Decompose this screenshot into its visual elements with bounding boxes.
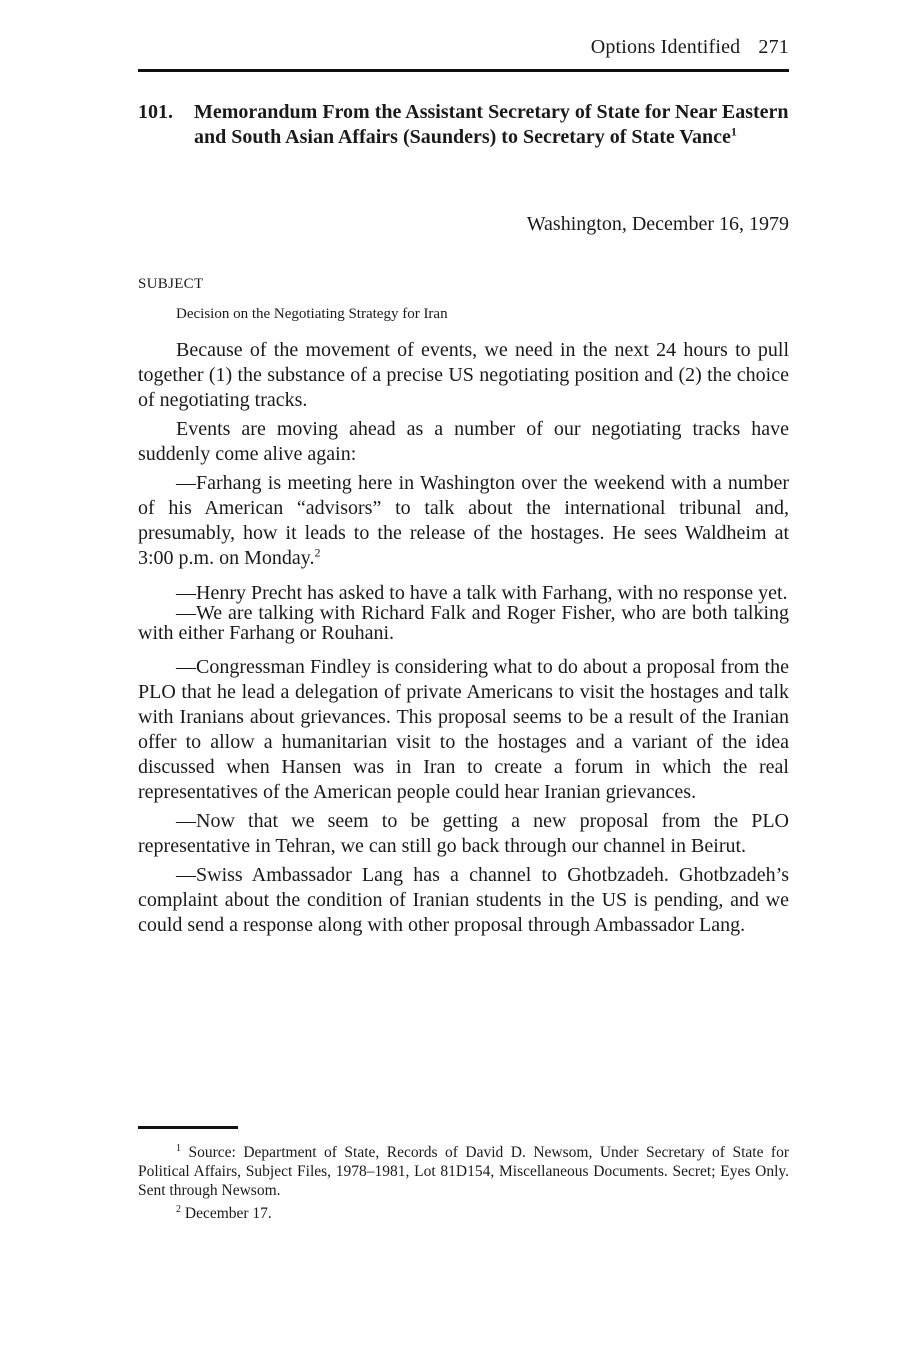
footnotes [138,1143,789,1223]
running-head [138,36,789,59]
body-paragraph: —Swiss Ambassador Lang has a channel to Ghotbzadeh. Ghotbzadeh’s complaint about the condition of Iranian students in the US is pending, and we could send a response along with other proposal through Ambassador Lang. [138,864,789,936]
body-paragraph-text: —Farhang is meeting here in Washington over the weekend with a number of his American “advisors” to talk about the international tribunal and, presumably, how it leads to the release of the hostages. He sees Waldheim at 3:00 p.m. on Monday. [138,472,789,569]
footnote-marker: 1 [176,1142,181,1154]
subject-label: SUBJECT [138,276,204,292]
footnote-ref-2: 2 [314,545,321,560]
footnote-rule [138,1126,238,1129]
body-paragraph: —We are talking with Richard Falk and Roger Fisher, who are both talking with either Farhang or Rouhani. [138,602,789,644]
body-paragraph [138,471,789,571]
body-paragraph: —Henry Precht has asked to have a talk with Farhang, with no response yet. [176,582,788,604]
memo-body [138,338,789,938]
subject-text: Decision on the Negotiating Strategy for Iran [176,306,448,322]
page-number: 271 [758,36,789,58]
document-heading [138,100,798,150]
footnote-ref-1: 1 [730,124,737,139]
document-title-text: Memorandum From the Assistant Secretary of State for Near Eastern and South Asian Affairs (Saunders) to Secretary of State Vance [194,101,789,148]
body-paragraph: Events are moving ahead as a number of our negotiating tracks have suddenly come alive again: [138,418,789,465]
document-number: 101. [138,101,173,123]
body-paragraph: —Now that we seem to be getting a new proposal from the PLO representative in Tehran, we can still go back through our channel in Beirut. [138,810,789,857]
footnote-text: December 17. [184,1205,272,1222]
footnote-text: Source: Department of State, Records of David D. Newsom, Under Secretary of State for Political Affairs, Subject Files, 1978–1981, Lot 81D154, Miscellaneous Documents. Secret; Eyes Only. Sent through Newsom. [138,1144,790,1199]
place-date: Washington, December 16, 1979 [526,213,789,235]
body-paragraph: —Congressman Findley is considering what to do about a proposal from the PLO that he lead a delegation of private Americans to visit the hostages and talk with Iranians about grievances. This proposal seems to be a result of the Iranian offer to allow a humanitarian visit to the hostages and a variant of the idea discussed when Hansen was in Iran to create a forum in which the real representatives of the American people could hear Iranian grievances. [138,656,789,803]
footnote-marker: 2 [176,1203,181,1215]
running-title: Options Identified [590,36,741,58]
body-paragraph: Because of the movement of events, we need in the next 24 hours to pull together (1) the substance of a precise US negotiating position and (2) the choice of negotiating tracks. [138,339,789,411]
header-rule [138,69,789,72]
footnote [138,1204,789,1223]
footnote [138,1143,789,1200]
document-title [194,100,798,150]
